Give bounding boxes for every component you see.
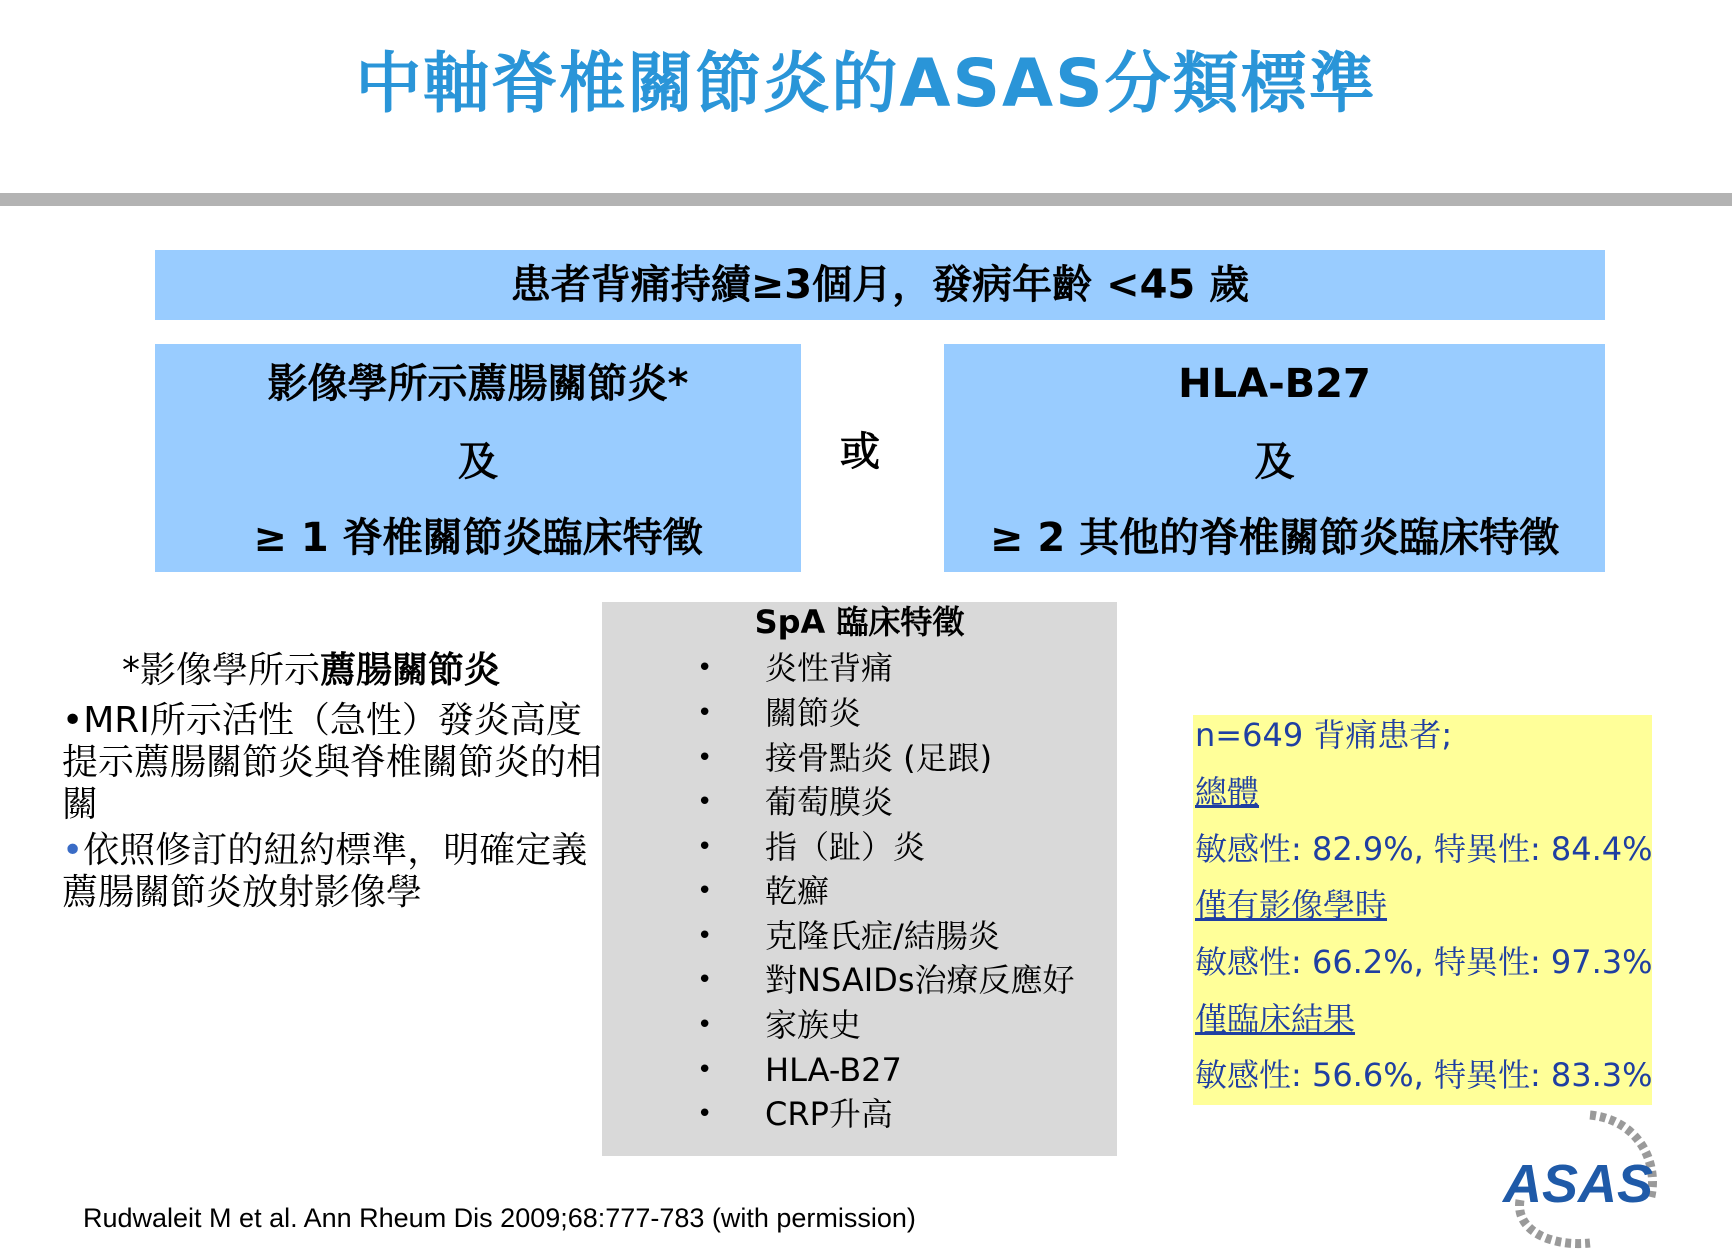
bullet-marker: • [697,698,713,728]
bullet-marker: • [697,832,713,862]
imaging-arm-and: 及 [458,439,498,485]
feature-text: 葡萄膜炎 [765,783,894,821]
feature-item [602,780,1117,824]
feature-item [602,646,1117,690]
imaging-arm-box [155,344,801,572]
feature-item [602,825,1117,869]
imaging-footnote [62,650,602,918]
svg-text:ASAS: ASAS [1502,1154,1654,1214]
footnote-title-prefix: *影像學所示 [122,650,321,691]
feature-text: 接骨點炎 (足跟) [765,739,993,777]
clinical-arm-line1: HLA-B27 [1178,361,1371,407]
footnote-title-bold: 薦腸關節炎 [320,650,501,691]
feature-item [602,1003,1117,1047]
overall-label: 總體 [1195,773,1260,811]
imaging-only-value: 敏感性: 66.2%, 特異性: 97.3% [1195,943,1653,981]
bullet-marker: • [697,1010,713,1040]
bullet-marker: • [697,743,713,773]
or-label: 或 [840,429,880,475]
feature-text: 乾癬 [765,872,830,910]
citation: Rudwaleit M et al. Ann Rheum Dis 2009;68:777-783 (with permission) [83,1203,916,1233]
feature-text: 指（趾）炎 [765,828,926,866]
imaging-arm-line3: ≥ 1 脊椎關節炎臨床特徵 [253,515,703,561]
clinical-only-value: 敏感性: 56.6%, 特異性: 83.3% [1195,1056,1653,1094]
clinical-only-label: 僅臨床結果 [1195,1000,1356,1038]
clinical-arm-line3: ≥ 2 其他的脊椎關節炎臨床特徵 [989,515,1560,561]
feature-text: HLA-B27 [765,1051,902,1089]
spa-features-panel [602,602,1117,1156]
feature-item [602,958,1117,1002]
feature-item [602,1048,1117,1092]
feature-text: 對NSAIDs治療反應好 [765,961,1075,999]
bullet-marker: • [697,1099,713,1129]
footnote-bullet [62,830,602,914]
bullet-marker: • [697,653,713,683]
feature-item [602,736,1117,780]
bullet-marker: • [62,700,84,741]
bullet-marker: • [697,787,713,817]
title-divider [0,193,1732,206]
footnote-title [62,650,602,692]
feature-text: 炎性背痛 [765,649,894,687]
asas-logo-icon [1490,1105,1670,1250]
clinical-arm-box [944,344,1605,572]
clinical-arm-and: 及 [1254,439,1295,485]
entry-criterion-text: 患者背痛持續≥3個月，發病年齡 <45 歲 [510,262,1250,308]
page-title: 中軸脊椎關節炎的ASAS分類標準 [355,45,1377,122]
feature-text: 克隆氏症/結腸炎 [765,917,1000,955]
bullet-marker: • [697,965,713,995]
feature-text: CRP升高 [765,1095,893,1133]
footnote-bullet-text: 依照修訂的紐約標準，明確定義薦腸關節炎放射影像學 [62,830,588,913]
feature-item [602,1092,1117,1136]
spa-features-title: SpA 臨床特徵 [754,603,965,641]
feature-item [602,691,1117,735]
entry-criterion-box [155,250,1605,320]
performance-stats-box [1193,715,1652,1105]
sample-size: n=649 背痛患者; [1195,716,1453,754]
imaging-arm-line1: 影像學所示薦腸關節炎* [267,361,689,407]
footnote-bullet [62,700,602,826]
bullet-marker: • [62,830,84,871]
feature-text: 家族史 [765,1006,862,1044]
feature-text: 關節炎 [765,694,862,732]
feature-item [602,869,1117,913]
overall-value: 敏感性: 82.9%, 特異性: 84.4% [1195,830,1653,868]
bullet-marker: • [697,921,713,951]
bullet-marker: • [697,1055,713,1085]
feature-item [602,914,1117,958]
footnote-bullet-text: MRI所示活性（急性）發炎高度提示薦腸關節炎與脊椎關節炎的相關 [62,700,603,825]
imaging-only-label: 僅有影像學時 [1195,886,1388,924]
bullet-marker: • [697,876,713,906]
